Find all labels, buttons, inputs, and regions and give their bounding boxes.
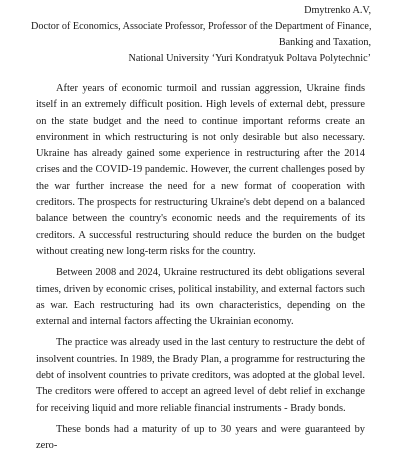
paragraph: These bonds had a maturity of up to 30 years and were guaranteed by zero- (36, 423, 365, 452)
paragraph: After years of economic turmoil and russian aggression, Ukraine finds itself in an extremely difficult position. High levels of external debt, pressure on the state budget and the need to continue important reforms create an environment in which restructuring is not only desirable but also necessary. Ukraine has already gained some experience in restructuring after the 2014 crises and the COVID-19 pandemic. However, the current challenges posed by the war further increase the need for a new format of cooperation with creditors. The prospects for restructuring Ukraine's debt depend on a balanced balance between the country's economic needs and the requirements of its creditors. A successful restructuring should reduce the burden on the budget without creating new long-term risks for the country. (36, 83, 365, 257)
author-position-line-2: Banking and Taxation, (278, 37, 371, 48)
paragraph: Between 2008 and 2024, Ukraine restructured its debt obligations several times, driven by economic crises, political instability, and external factors such as war. Each restructuring had its own characteristics, depending on the external and internal factors affecting the Ukrainian economy. (36, 267, 365, 328)
author-block (31, 3, 371, 67)
author-position-line-1: Doctor of Economics, Associate Professor, Professor of the Department of Finance, (31, 21, 372, 32)
author-affiliation: National University ‘Yuri Kondratyuk Poltava Polytechnic’ (128, 53, 371, 64)
paragraph: The practice was already used in the last century to restructure the debt of insolvent countries. In 1989, the Brady Plan, a programme for restructuring the debt of insolvent countries to private creditors, was adopted at the global level. The creditors were offered to accept an agreed level of debt relief in exchange for receiving liquid and more reliable financial instruments - Brady bonds. (36, 337, 365, 414)
body-text (36, 81, 365, 460)
author-name: Dmytrenko A.V, (304, 5, 371, 16)
